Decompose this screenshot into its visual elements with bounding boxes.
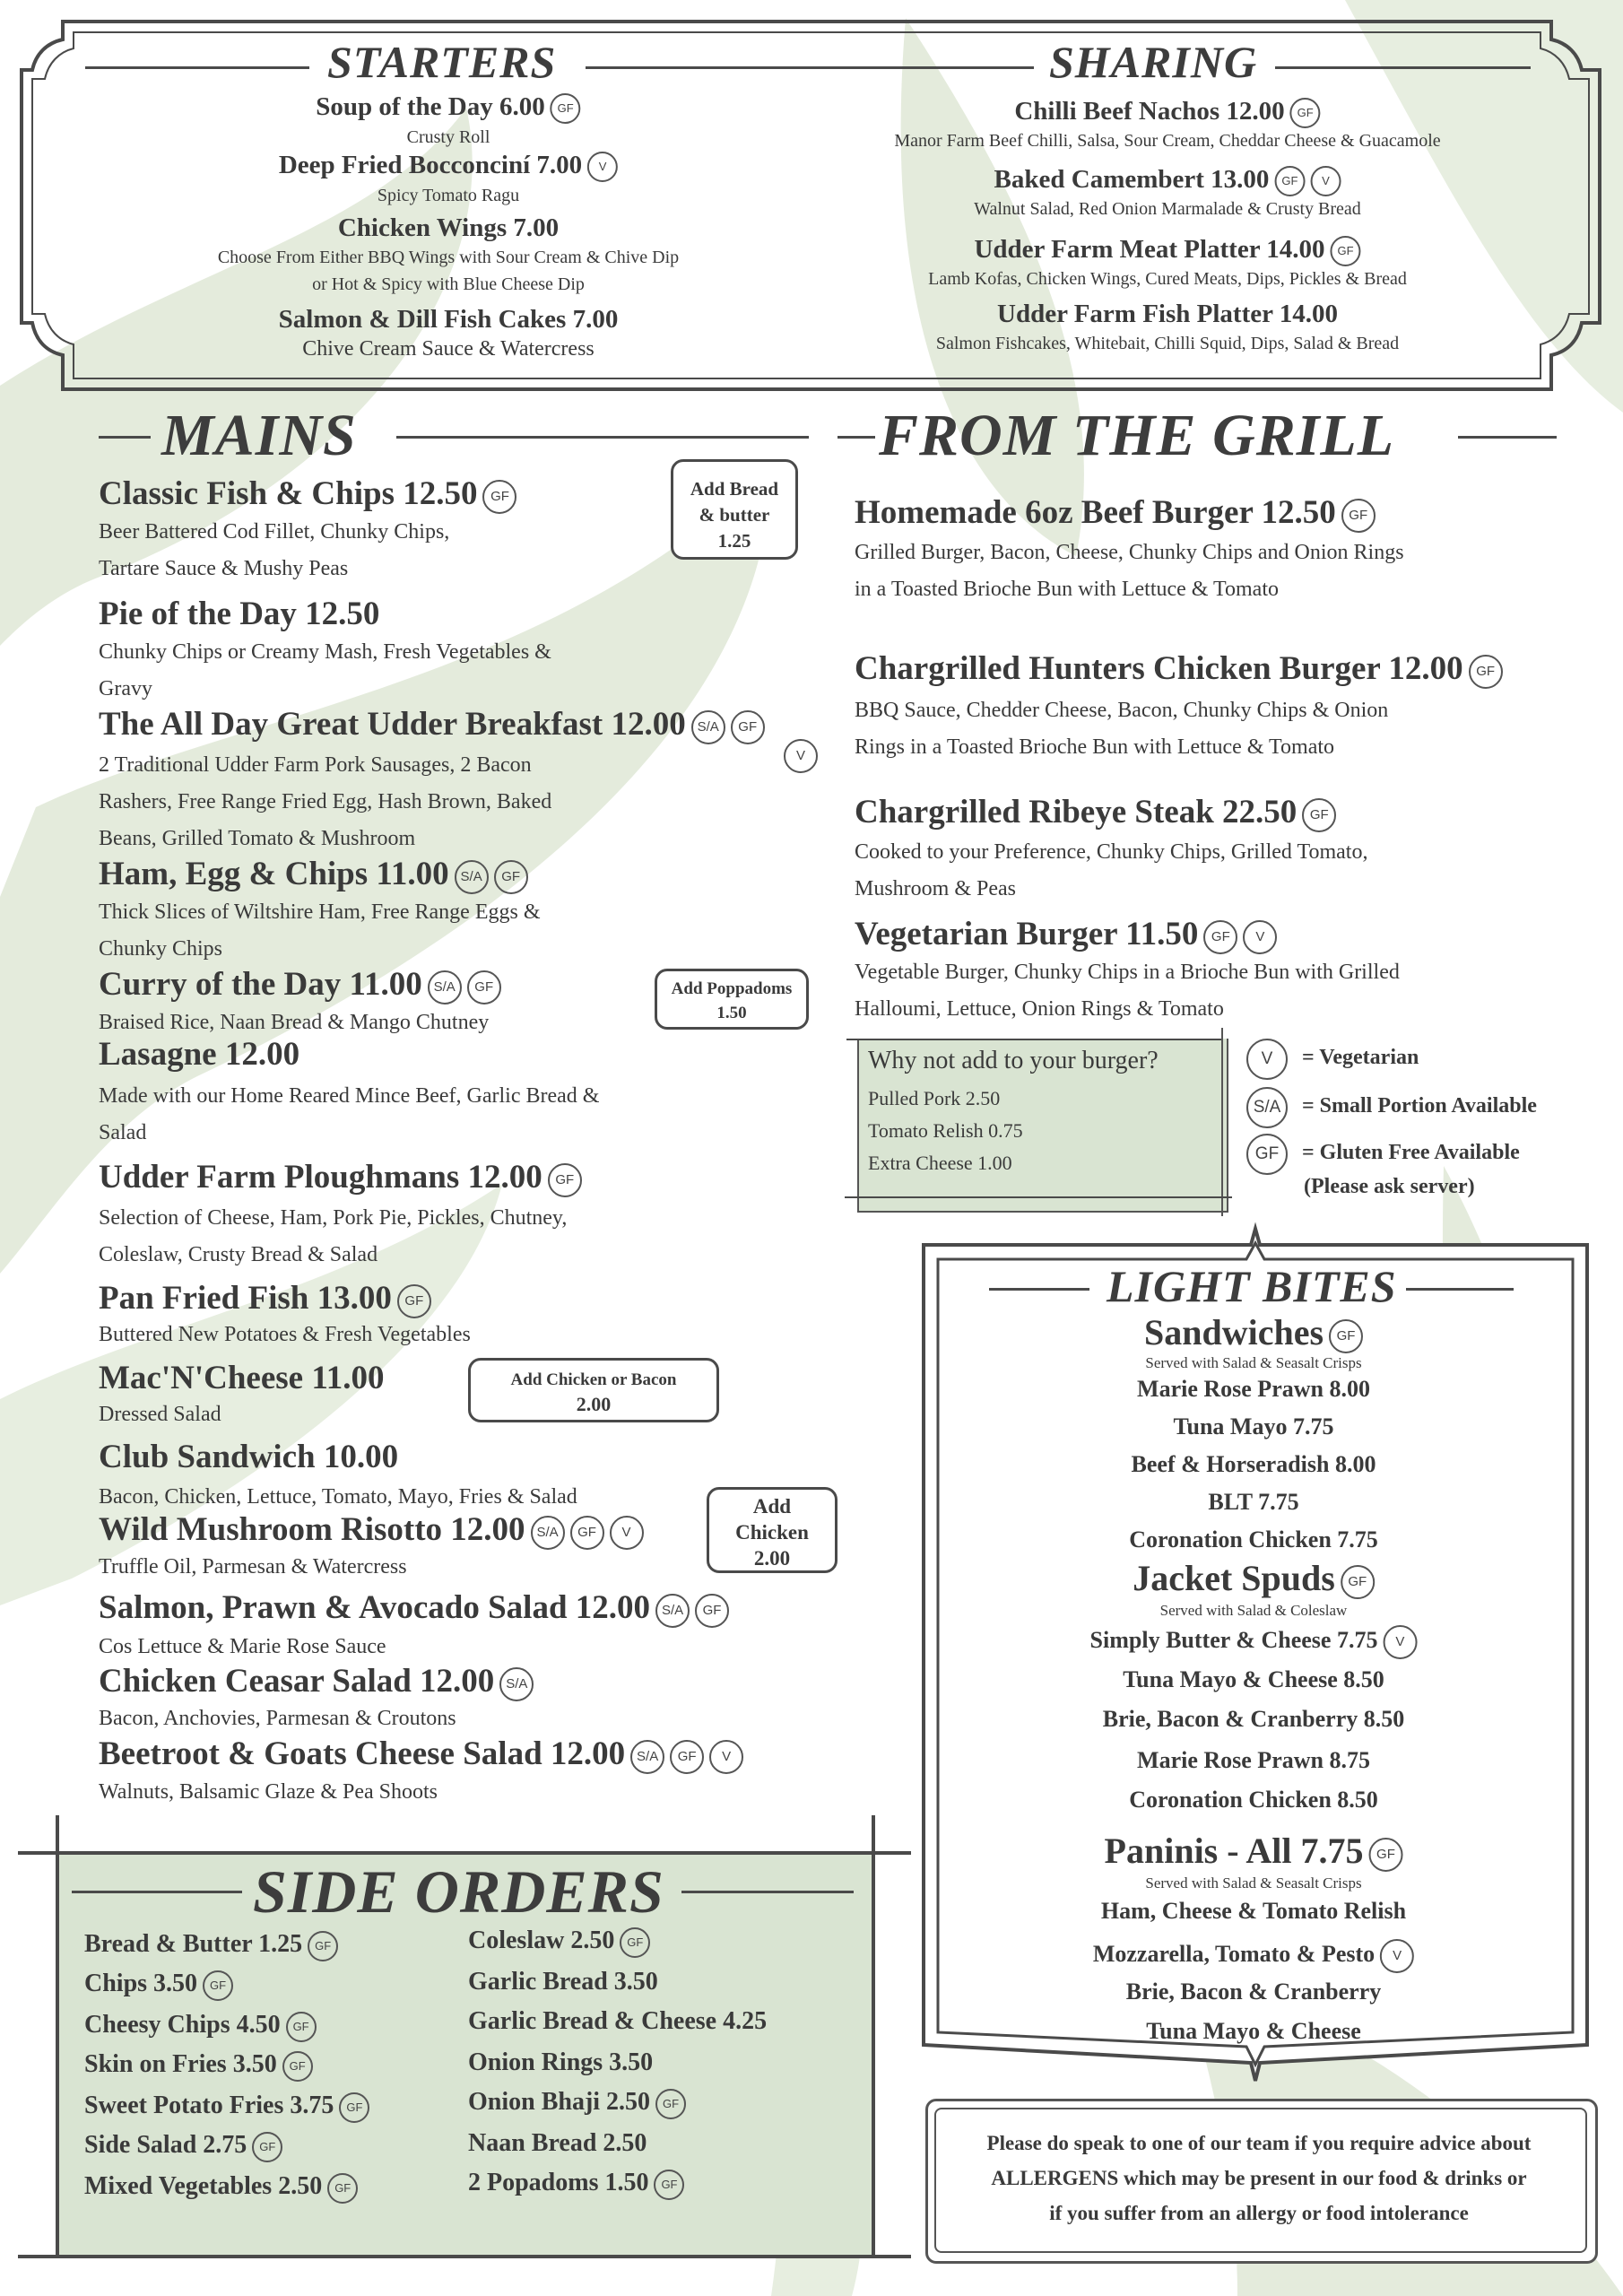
side-order-item: Onion Bhaji 2.50 GF bbox=[468, 2088, 686, 2119]
small-portion-badge-icon: S/A bbox=[455, 860, 489, 894]
small-portion-badge-icon: S/A bbox=[630, 1740, 664, 1774]
allergen-notice-line: Please do speak to one of our team if you require advice about bbox=[986, 2132, 1532, 2154]
starter-item-title: Chicken Wings 7.00 bbox=[337, 213, 560, 242]
light-bites-item: Coronation Chicken 8.50 bbox=[1129, 1787, 1378, 1813]
main-item-title: Club Sandwich 10.00 bbox=[99, 1439, 399, 1475]
gluten-free-badge-icon: GF bbox=[1290, 98, 1321, 128]
vegetarian-badge-icon: V bbox=[1243, 920, 1277, 954]
starter-item-title: Soup of the Day 6.00 GF bbox=[316, 92, 580, 124]
gluten-free-badge-icon: GF bbox=[1329, 1319, 1363, 1353]
main-item-title: Lasagne 12.00 bbox=[99, 1036, 300, 1073]
gluten-free-badge-icon: GF bbox=[548, 1163, 582, 1197]
grill-item-desc: Halloumi, Lettuce, Onion Rings & Tomato bbox=[855, 997, 1224, 1021]
main-item-desc: Gravy bbox=[99, 677, 152, 700]
side-order-item: Chips 3.50 GF bbox=[84, 1970, 233, 2001]
main-item-desc: Walnuts, Balsamic Glaze & Pea Shoots bbox=[99, 1780, 438, 1804]
sharing-item-desc: Lamb Kofas, Chicken Wings, Cured Meats, Dips, Pickles & Bread bbox=[928, 269, 1407, 289]
gluten-free-badge-icon: GF bbox=[695, 1594, 729, 1628]
main-item-desc: Chunky Chips bbox=[99, 937, 223, 961]
gluten-free-badge-icon: GF bbox=[1469, 655, 1503, 689]
starter-item-desc: Spicy Tomato Ragu bbox=[377, 186, 520, 205]
side-order-item: 2 Popadoms 1.50 GF bbox=[468, 2169, 684, 2200]
grill-item-desc: Mushroom & Peas bbox=[855, 877, 1016, 900]
sharing-item-title: Udder Farm Fish Platter 14.00 bbox=[997, 300, 1338, 328]
vegetarian-badge-icon: V bbox=[1383, 1625, 1417, 1659]
main-item-desc: Chunky Chips or Creamy Mash, Fresh Vegetables & bbox=[99, 640, 551, 664]
gluten-free-badge-icon: GF bbox=[1368, 1838, 1402, 1872]
main-item-desc: Made with our Home Reared Mince Beef, Garlic Bread & bbox=[99, 1084, 600, 1108]
grill-heading: FROM THE GRILL bbox=[879, 403, 1395, 468]
small-portion-badge-icon: S/A bbox=[531, 1516, 565, 1550]
addons-title: Why not add to your burger? bbox=[868, 1047, 1159, 1074]
main-item-desc: Rashers, Free Range Fried Egg, Hash Brown, Baked bbox=[99, 790, 552, 813]
side-order-item: Coleslaw 2.50 GF bbox=[468, 1926, 650, 1958]
side-order-item: Sweet Potato Fries 3.75 GF bbox=[84, 2092, 369, 2123]
sharing-item-title: Chilli Beef Nachos 12.00 GF bbox=[1014, 97, 1320, 128]
key-label: = Vegetarian bbox=[1302, 1046, 1419, 1069]
light-bites-item: Brie, Bacon & Cranberry bbox=[1125, 1979, 1382, 2005]
light-bites-item: BLT 7.75 bbox=[1208, 1489, 1299, 1515]
main-item-title: Classic Fish & Chips 12.50 GF bbox=[99, 474, 516, 514]
starter-item-desc: Chive Cream Sauce & Watercress bbox=[302, 337, 595, 361]
light-bites-item: Tuna Mayo & Cheese bbox=[1146, 2018, 1361, 2044]
key-label: = Small Portion Available bbox=[1302, 1094, 1537, 1118]
gluten-free-badge-icon: GF bbox=[731, 710, 765, 744]
allergen-notice-text bbox=[934, 2126, 1584, 2231]
vegetarian-badge-icon: V bbox=[587, 152, 618, 182]
light-bites-item: Tuna Mayo 7.75 bbox=[1173, 1413, 1334, 1439]
sharing-item-desc: Salmon Fishcakes, Whitebait, Chilli Squid, Dips, Salad & Bread bbox=[935, 334, 1400, 353]
main-item-title: Pan Fried Fish 13.00 GF bbox=[99, 1279, 431, 1318]
grill-item-desc: Cooked to your Preference, Chunky Chips, Grilled Tomato, bbox=[855, 840, 1368, 864]
vegetarian-badge-icon: V bbox=[709, 1740, 743, 1774]
main-item-desc: Truffle Oil, Parmesan & Watercress bbox=[99, 1555, 407, 1578]
addon-item: Tomato Relish 0.75 bbox=[868, 1119, 1023, 1142]
light-bites-item: Simply Butter & Cheese 7.75 V bbox=[1090, 1625, 1418, 1659]
main-item-desc: Coleslaw, Crusty Bread & Salad bbox=[99, 1243, 378, 1266]
light-bites-item: Marie Rose Prawn 8.75 bbox=[1137, 1747, 1370, 1773]
light-bites-heading: LIGHT BITES bbox=[1107, 1261, 1397, 1311]
gluten-free-badge-icon: GF bbox=[1302, 798, 1336, 832]
small-portion-badge-icon: S/A bbox=[655, 1594, 690, 1628]
side-order-item: Onion Rings 3.50 bbox=[468, 2048, 654, 2076]
main-item-desc: Selection of Cheese, Ham, Pork Pie, Pickles, Chutney, bbox=[99, 1206, 568, 1230]
addon-item: Pulled Pork 2.50 bbox=[868, 1087, 1001, 1109]
key-note: (Please ask server) bbox=[1304, 1175, 1475, 1198]
light-bites-item: Beef & Horseradish 8.00 bbox=[1131, 1451, 1376, 1477]
vegetarian-badge-icon: V bbox=[1380, 1939, 1414, 1973]
grill-item-desc: BBQ Sauce, Chedder Cheese, Bacon, Chunky Chips & Onion bbox=[855, 699, 1389, 722]
main-item-title: Pie of the Day 12.50 bbox=[99, 596, 380, 632]
light-bites-item: Coronation Chicken 7.75 bbox=[1129, 1526, 1378, 1552]
main-item-title: Ham, Egg & Chips 11.00 S/A GF bbox=[99, 855, 528, 894]
gluten-free-badge-icon: GF bbox=[551, 93, 581, 124]
light-bites-section-title: Paninis - All 7.75 GF bbox=[1105, 1830, 1403, 1872]
vegetarian-badge-icon: V bbox=[1246, 1039, 1288, 1080]
side-order-item: Garlic Bread & Cheese 4.25 bbox=[468, 2007, 768, 2035]
main-item-title: Mac'N'Cheese 11.00 bbox=[99, 1360, 385, 1396]
main-item-title: Udder Farm Ploughmans 12.00 GF bbox=[99, 1158, 582, 1197]
main-item-desc: Beer Battered Cod Fillet, Chunky Chips, bbox=[99, 520, 450, 544]
main-item-desc: Buttered New Potatoes & Fresh Vegetables bbox=[99, 1323, 471, 1346]
gluten-free-badge-icon: GF bbox=[1203, 920, 1237, 954]
side-order-item: Naan Bread 2.50 bbox=[468, 2129, 647, 2157]
sharing-item-desc: Manor Farm Beef Chilli, Salsa, Sour Cream, Cheddar Cheese & Guacamole bbox=[894, 131, 1441, 151]
vegetarian-badge-icon: V bbox=[784, 739, 818, 773]
grill-item-desc: Rings in a Toasted Brioche Bun with Lettuce & Tomato bbox=[855, 735, 1335, 759]
small-portion-badge-icon: S/A bbox=[428, 970, 462, 1004]
main-item-desc: Tartare Sauce & Mushy Peas bbox=[99, 557, 349, 580]
addon-item: Extra Cheese 1.00 bbox=[868, 1152, 1012, 1174]
starters-heading: STARTERS bbox=[327, 37, 557, 87]
gluten-free-badge-icon: GF bbox=[339, 2092, 369, 2123]
allergen-notice-line: if you suffer from an allergy or food intolerance bbox=[1049, 2202, 1469, 2224]
gluten-free-badge-icon: GF bbox=[1331, 236, 1361, 266]
main-item-desc: Cos Lettuce & Marie Rose Sauce bbox=[99, 1635, 386, 1658]
grill-item-desc: Vegetable Burger, Chunky Chips in a Brioche Bun with Grilled bbox=[855, 961, 1400, 984]
vegetarian-badge-icon: V bbox=[610, 1516, 644, 1550]
grill-item-title: Vegetarian Burger 11.50 GF V bbox=[855, 915, 1277, 954]
main-item-desc: Bacon, Chicken, Lettuce, Tomato, Mayo, Fries & Salad bbox=[99, 1485, 577, 1509]
main-item-desc: Dressed Salad bbox=[99, 1403, 221, 1426]
gluten-free-badge-icon: GF bbox=[397, 1284, 431, 1318]
light-bites-item: Brie, Bacon & Cranberry 8.50 bbox=[1102, 1706, 1405, 1732]
grill-item-title: Homemade 6oz Beef Burger 12.50 GF bbox=[855, 493, 1376, 533]
gluten-free-badge-icon: GF bbox=[570, 1516, 604, 1550]
starter-item-title: Salmon & Dill Fish Cakes 7.00 bbox=[278, 305, 619, 334]
side-order-item: Side Salad 2.75 GF bbox=[84, 2131, 282, 2162]
grill-item-desc: in a Toasted Brioche Bun with Lettuce & Tomato bbox=[855, 578, 1279, 601]
gluten-free-badge-icon: GF bbox=[308, 1931, 338, 1961]
gluten-free-badge-icon: GF bbox=[282, 2051, 313, 2082]
starter-item-desc: Choose From Either BBQ Wings with Sour Cream & Chive Dip bbox=[217, 248, 680, 267]
gluten-free-badge-icon: GF bbox=[1341, 1565, 1375, 1599]
light-bites-item: Tuna Mayo & Cheese 8.50 bbox=[1123, 1666, 1384, 1692]
side-order-item: Skin on Fries 3.50 GF bbox=[84, 2050, 313, 2082]
allergen-notice-line: ALLERGENS which may be present in our food & drinks or bbox=[991, 2167, 1527, 2189]
main-item-title: The All Day Great Udder Breakfast 12.00 S/A GF bbox=[99, 705, 765, 744]
side-order-item: Cheesy Chips 4.50 GF bbox=[84, 2011, 317, 2042]
main-item-title: Wild Mushroom Risotto 12.00 S/A GF V bbox=[99, 1510, 644, 1550]
grill-item-desc: Grilled Burger, Bacon, Cheese, Chunky Chips and Onion Rings bbox=[855, 541, 1404, 564]
main-item-title: Curry of the Day 11.00 S/A GF bbox=[99, 965, 501, 1004]
main-item-desc: Braised Rice, Naan Bread & Mango Chutney bbox=[99, 1011, 490, 1034]
mains-heading: MAINS bbox=[161, 403, 357, 468]
small-portion-badge-icon: S/A bbox=[1246, 1087, 1288, 1128]
gluten-free-badge-icon: GF bbox=[655, 2089, 686, 2119]
gluten-free-badge-icon: GF bbox=[286, 2012, 317, 2042]
gluten-free-badge-icon: GF bbox=[1274, 166, 1305, 196]
light-bites-section-sub: Served with Salad & Coleslaw bbox=[1159, 1602, 1348, 1619]
gluten-free-badge-icon: GF bbox=[203, 1970, 233, 2001]
light-bites-item: Ham, Cheese & Tomato Relish bbox=[1100, 1898, 1407, 1924]
light-bites-section-title: Sandwiches GF bbox=[1144, 1311, 1363, 1353]
gluten-free-badge-icon: GF bbox=[670, 1740, 704, 1774]
gluten-free-badge-icon: GF bbox=[1341, 499, 1376, 533]
main-item-desc: Bacon, Anchovies, Parmesan & Croutons bbox=[99, 1707, 456, 1730]
side-orders-heading: SIDE ORDERS bbox=[253, 1857, 664, 1926]
add-chicken-bacon-tag: Add Chicken or Bacon 2.00 bbox=[468, 1358, 719, 1422]
add-poppadoms-tag: Add Poppadoms 1.50 bbox=[655, 969, 809, 1030]
grill-item-title: Chargrilled Hunters Chicken Burger 12.00 GF bbox=[855, 649, 1503, 689]
grill-item-title: Chargrilled Ribeye Steak 22.50 GF bbox=[855, 793, 1336, 832]
gluten-free-badge-icon: GF bbox=[494, 860, 528, 894]
gluten-free-badge-icon: GF bbox=[482, 480, 516, 514]
light-bites-section-sub: Served with Salad & Seasalt Crisps bbox=[1145, 1874, 1362, 1892]
sharing-item-desc: Walnut Salad, Red Onion Marmalade & Crusty Bread bbox=[974, 199, 1361, 219]
small-portion-badge-icon: S/A bbox=[691, 710, 725, 744]
main-item-title: Chicken Ceasar Salad 12.00 S/A bbox=[99, 1662, 534, 1701]
gluten-free-badge-icon: GF bbox=[1246, 1134, 1288, 1175]
main-item-title: Salmon, Prawn & Avocado Salad 12.00 S/A GF bbox=[99, 1588, 729, 1628]
sharing-item-title: Udder Farm Meat Platter 14.00 GF bbox=[974, 235, 1360, 266]
light-bites-section-title: Jacket Spuds GF bbox=[1133, 1557, 1375, 1599]
side-order-item: Garlic Bread 3.50 bbox=[468, 1968, 658, 1996]
vegetarian-badge-icon: V bbox=[1310, 166, 1341, 196]
gluten-free-badge-icon: GF bbox=[467, 970, 501, 1004]
light-bites-section-sub: Served with Salad & Seasalt Crisps bbox=[1145, 1354, 1362, 1371]
light-bites-item: Marie Rose Prawn 8.00 bbox=[1137, 1376, 1370, 1402]
add-bread-tag: Add Bread & butter 1.25 bbox=[671, 459, 798, 560]
sharing-item-title: Baked Camembert 13.00 GF V bbox=[994, 165, 1341, 196]
add-chicken-tag: Add Chicken 2.00 bbox=[707, 1487, 838, 1573]
starter-item-desc: Crusty Roll bbox=[406, 127, 490, 147]
main-item-desc: Thick Slices of Wiltshire Ham, Free Range Eggs & bbox=[99, 900, 541, 924]
gluten-free-badge-icon: GF bbox=[620, 1927, 650, 1958]
small-portion-badge-icon: S/A bbox=[499, 1667, 534, 1701]
key-label: = Gluten Free Available bbox=[1302, 1141, 1520, 1164]
main-item-desc: Beans, Grilled Tomato & Mushroom bbox=[99, 827, 416, 850]
main-item-desc: Salad bbox=[99, 1121, 147, 1144]
side-order-item: Bread & Butter 1.25 GF bbox=[84, 1930, 338, 1961]
starter-item-title: Deep Fried Bocconciní 7.00 V bbox=[279, 151, 618, 182]
main-item-title: Beetroot & Goats Cheese Salad 12.00 S/A GF V bbox=[99, 1735, 743, 1774]
gluten-free-badge-icon: GF bbox=[327, 2173, 358, 2204]
gluten-free-badge-icon: GF bbox=[252, 2132, 282, 2162]
side-order-item: Mixed Vegetables 2.50 GF bbox=[84, 2172, 358, 2204]
starter-item-desc: or Hot & Spicy with Blue Cheese Dip bbox=[312, 274, 585, 294]
gluten-free-badge-icon: GF bbox=[654, 2170, 684, 2200]
sharing-heading: SHARING bbox=[1049, 37, 1258, 87]
light-bites-item: Mozzarella, Tomato & Pesto V bbox=[1093, 1939, 1414, 1973]
main-item-desc: 2 Traditional Udder Farm Pork Sausages, 2 Bacon bbox=[99, 753, 532, 777]
